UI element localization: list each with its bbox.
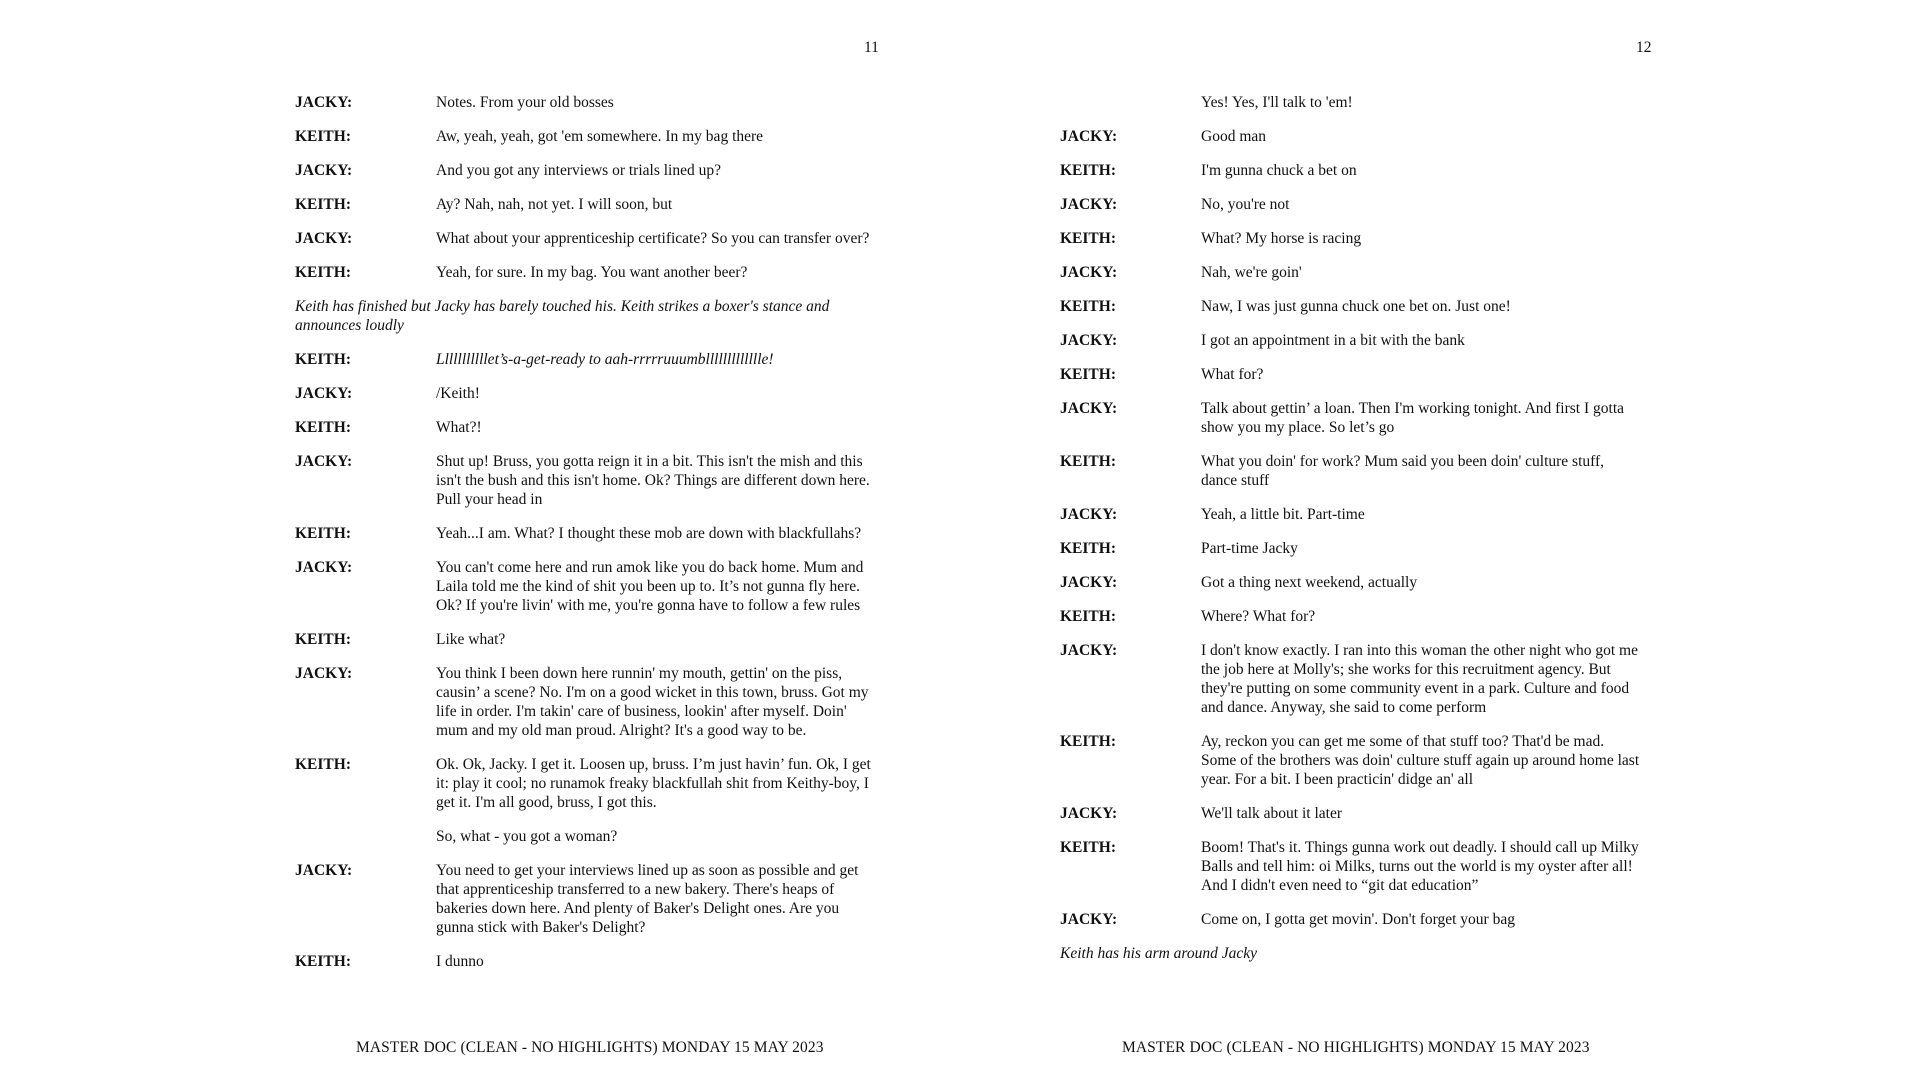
speaker-name: JACKY: [295,162,353,179]
speaker-name: KEITH: [1060,839,1116,856]
dialogue-text: Nah, we're goin' [1201,264,1302,281]
dialogue-line [295,350,875,369]
dialogue-line [1060,263,1640,282]
dialogue-line [1060,331,1640,350]
speaker-name: JACKY: [1060,911,1118,928]
speaker-name: JACKY: [1060,332,1118,349]
speaker-name: JACKY: [1060,574,1118,591]
speaker-name: KEITH: [1060,540,1116,557]
dialogue-line [1060,607,1640,626]
dialogue-text: Boom! That's it. Things gunna work out deadly. I should call up Milky Balls and tell him: oi Milks, turns out the world is my oyster after all! And I didn't even need to “git dat education” [1201,839,1639,894]
speaker-name: JACKY: [1060,506,1118,523]
speaker-name: JACKY: [1060,642,1118,659]
dialogue-line [295,630,875,649]
speaker-name: KEITH: [295,631,351,648]
dialogue-line [295,263,875,282]
dialogue-line [295,861,875,937]
dialogue-line [295,93,875,112]
dialogue-line [295,384,875,403]
dialogue-text: Part-time Jacky [1201,540,1298,557]
dialogue-text: Ay? Nah, nah, not yet. I will soon, but [436,196,673,213]
speaker-name: KEITH: [295,351,351,368]
dialogue-line [1060,297,1640,316]
dialogue-text: What? My horse is racing [1201,230,1362,247]
dialogue-line [295,755,875,812]
dialogue-line [295,664,875,740]
dialogue-text: You need to get your interviews lined up as soon as possible and get that apprenticeship transferred to a new bakery. There's heaps of bakeries down here. And plenty of Baker's Delight ones. Are you gunna stick with Baker's Delight? [436,862,859,936]
speaker-name: KEITH: [1060,230,1116,247]
speaker-name: JACKY: [1060,805,1118,822]
dialogue-line [295,558,875,615]
page-number: 12 [1636,39,1652,56]
dialogue-text: Like what? [436,631,506,648]
dialogue-line [1060,161,1640,180]
dialogue-text: I don't know exactly. I ran into this woman the other night who got me the job here at Molly's; she works for this recruitment agency. But they're putting on some community event in a park. Culture and food and dance. Anyway, she said to come perform [1201,642,1638,716]
script-page-12 [960,0,1920,1080]
speaker-name: KEITH: [1060,453,1116,470]
dialogue-line [295,452,875,509]
dialogue-line [295,524,875,543]
dialogue-text: What for? [1201,366,1264,383]
dialogue-text: Good man [1201,128,1267,145]
dialogue-line [1060,573,1640,592]
speaker-name: KEITH: [1060,162,1116,179]
dialogue-line [295,827,875,846]
speaker-name: KEITH: [295,525,351,542]
dialogue-line [1060,195,1640,214]
dialogue-line [1060,452,1640,490]
dialogue-text: Got a thing next weekend, actually [1201,574,1418,591]
dialogue-text: What about your apprenticeship certificate? So you can transfer over? [436,230,870,247]
speaker-name: JACKY: [1060,264,1118,281]
script-body [295,93,875,986]
dialogue-line [1060,910,1640,929]
speaker-name: JACKY: [1060,128,1118,145]
speaker-name: JACKY: [295,453,353,470]
dialogue-text: /Keith! [436,385,480,402]
dialogue-text: What?! [436,419,482,436]
dialogue-line [1060,399,1640,437]
dialogue-text: Notes. From your old bosses [436,94,614,111]
dialogue-line [1060,365,1640,384]
speaker-name: KEITH: [295,756,351,773]
speaker-name [1060,93,1201,112]
dialogue-line [295,952,875,971]
speaker-name: JACKY: [295,385,353,402]
dialogue-line [295,127,875,146]
page-footer: MASTER DOC (CLEAN - NO HIGHLIGHTS) MONDAY 15 MAY 2023 [356,1039,824,1056]
dialogue-line [1060,641,1640,717]
speaker-name: KEITH: [295,419,351,436]
speaker-name: JACKY: [295,94,353,111]
dialogue-line [1060,539,1640,558]
dialogue-text: Yeah...I am. What? I thought these mob are down with blackfullahs? [436,525,862,542]
script-body [1060,93,1640,978]
dialogue-text: You can't come here and run amok like you do back home. Mum and Laila told me the kind of shit you been up to. It’s not gunna fly here. Ok? If you're livin' with me, you're gonna have to follow a few rules [436,559,864,614]
speaker-name: KEITH: [295,128,351,145]
dialogue-line [1060,127,1640,146]
dialogue-line [1060,838,1640,895]
page-number: 11 [864,39,879,56]
dialogue-text: Yes! Yes, I'll talk to 'em! [1201,94,1353,111]
dialogue-text: Naw, I was just gunna chuck one bet on. Just one! [1201,298,1511,315]
speaker-name: JACKY: [1060,400,1118,417]
dialogue-line [1060,229,1640,248]
dialogue-text: Shut up! Bruss, you gotta reign it in a bit. This isn't the mish and this isn't the bush and this isn't home. Ok? Things are different down here. Pull your head in [436,453,870,508]
dialogue-line [295,195,875,214]
dialogue-text: Yeah, for sure. In my bag. You want another beer? [436,264,748,281]
dialogue-line [295,229,875,248]
speaker-name: KEITH: [295,953,351,970]
dialogue-text: So, what - you got a woman? [436,828,618,845]
dialogue-text: Lllllllllllet’s-a-get-ready to aah-rrrrruuumbllllllllllllle! [436,351,774,368]
dialogue-line [1060,804,1640,823]
dialogue-text: Ok. Ok, Jacky. I get it. Loosen up, bruss. I’m just havin’ fun. Ok, I get it: play it cool; no runamok freaky blackfullah shit from Keithy-boy, I get it. I'm all good, bruss, I got this. [436,756,871,811]
dialogue-line [1060,505,1640,524]
dialogue-text: Ay, reckon you can get me some of that stuff too? That'd be mad. Some of the brothers was doin' culture stuff again up around home last year. For a bit. I been practicin' didge an' all [1201,733,1640,788]
speaker-name: KEITH: [1060,298,1116,315]
dialogue-text: No, you're not [1201,196,1290,213]
dialogue-line [1060,93,1640,112]
dialogue-line [295,418,875,437]
speaker-name: KEITH: [1060,733,1116,750]
dialogue-text: Aw, yeah, yeah, got 'em somewhere. In my bag there [436,128,764,145]
dialogue-text: Yeah, a little bit. Part-time [1201,506,1365,523]
dialogue-text: Come on, I gotta get movin'. Don't forget your bag [1201,911,1515,928]
dialogue-text: Talk about gettin’ a loan. Then I'm working tonight. And first I gotta show you my place. So let’s go [1201,400,1625,436]
page-footer: MASTER DOC (CLEAN - NO HIGHLIGHTS) MONDAY 15 MAY 2023 [1122,1039,1590,1056]
dialogue-line [1060,732,1640,789]
stage-direction: Keith has finished but Jacky has barely touched his. Keith strikes a boxer's stance and announces loudly [295,298,830,334]
stage-direction: Keith has his arm around Jacky [1060,945,1258,962]
dialogue-text: And you got any interviews or trials lined up? [436,162,721,179]
dialogue-text: You think I been down here runnin' my mouth, gettin' on the piss, causin’ a scene? No. I'm on a good wicket in this town, bruss. Got my life in order. I'm takin' care of business, lookin' after myself. Doin' mum and my old man proud. Alright? It's a good way to be. [436,665,869,739]
dialogue-text: What you doin' for work? Mum said you been doin' culture stuff, dance stuff [1201,453,1605,489]
speaker-name: KEITH: [295,196,351,213]
speaker-name: JACKY: [295,559,353,576]
speaker-name: JACKY: [1060,196,1118,213]
speaker-name: JACKY: [295,665,353,682]
dialogue-text: I got an appointment in a bit with the bank [1201,332,1465,349]
speaker-name: KEITH: [1060,608,1116,625]
speaker-name [295,827,436,846]
dialogue-line [295,161,875,180]
speaker-name: JACKY: [295,230,353,247]
dialogue-text: We'll talk about it later [1201,805,1342,822]
speaker-name: JACKY: [295,862,353,879]
speaker-name: KEITH: [295,264,351,281]
dialogue-text: Where? What for? [1201,608,1316,625]
speaker-name: KEITH: [1060,366,1116,383]
dialogue-text: I'm gunna chuck a bet on [1201,162,1357,179]
dialogue-text: I dunno [436,953,484,970]
